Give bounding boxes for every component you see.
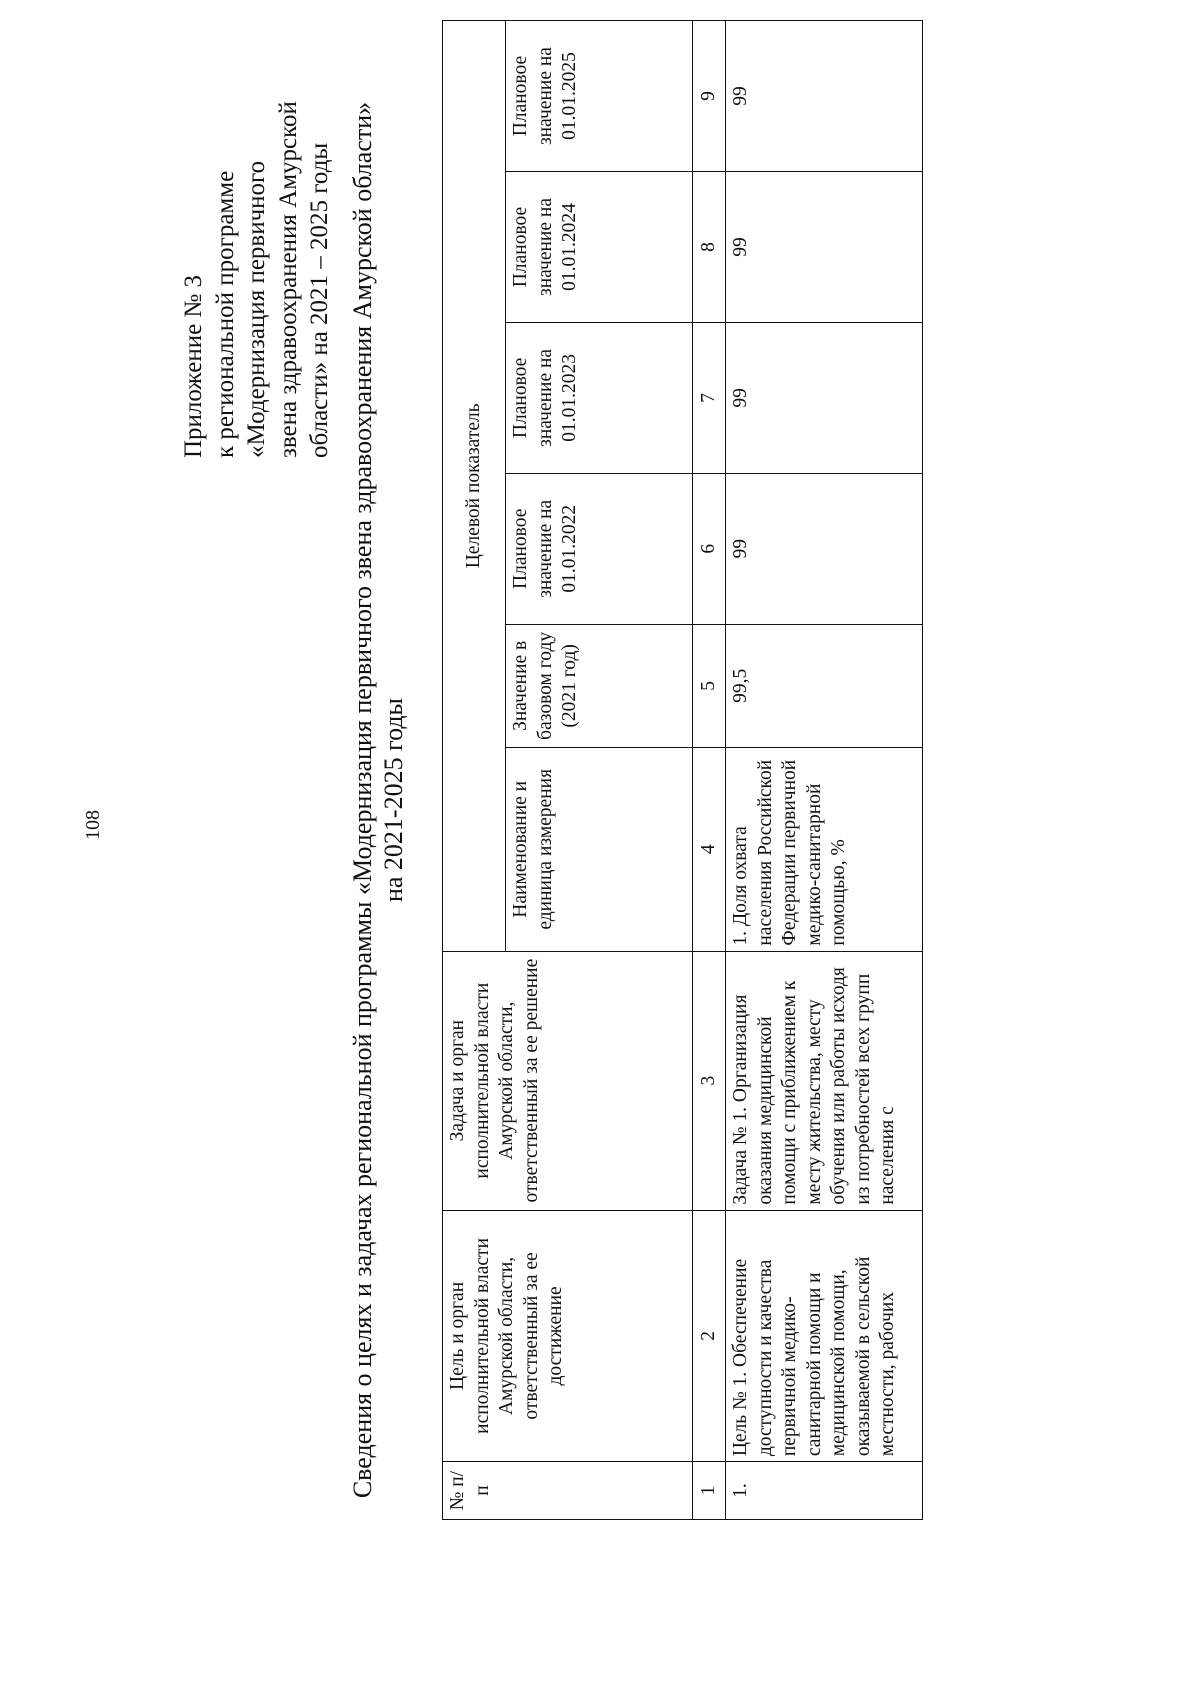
column-number: 2 xyxy=(693,1210,726,1461)
row-base-value: 99,5 xyxy=(726,624,923,747)
row-plan-2022: 99 xyxy=(726,473,923,624)
row-indicator: 1. Доля охвата населения Российской Федерации первичной медико-санитарной помощью, % xyxy=(726,747,923,951)
header-base-value: Значение в базовом году (2021 год) xyxy=(506,624,693,747)
appendix-line: области» на 2021 – 2025 годы xyxy=(306,142,333,458)
row-goal: Цель № 1. Обеспечение доступности и качества первичной медико-санитарной помощи и медицинской помощи, оказываемой в сельской местности, рабочих xyxy=(726,1210,923,1461)
header-plan-2022: Плановое значение на 01.01.2022 xyxy=(506,473,693,624)
column-number-row xyxy=(693,21,726,1520)
header-num: № п/п xyxy=(443,1462,693,1520)
column-number: 1 xyxy=(693,1462,726,1520)
row-plan-2024: 99 xyxy=(726,172,923,323)
header-row-group xyxy=(443,21,506,1520)
header-indicator-name: Наименование и единица измерения xyxy=(506,747,693,951)
appendix-line: «Модернизация первичного xyxy=(243,160,270,458)
appendix-block xyxy=(178,0,336,458)
column-number: 3 xyxy=(693,951,726,1210)
row-plan-2023: 99 xyxy=(726,322,923,473)
header-task: Задача и орган исполнительной власти Амурской области, ответственный за ее решение xyxy=(443,951,693,1210)
column-number: 4 xyxy=(693,747,726,951)
rotated-page xyxy=(10,10,1190,1690)
header-plan-2024: Плановое значение на 01.01.2024 xyxy=(506,172,693,323)
row-plan-2025: 99 xyxy=(726,21,923,172)
table-row xyxy=(726,21,923,1520)
header-plan-2023: Плановое значение на 01.01.2023 xyxy=(506,322,693,473)
column-number: 6 xyxy=(693,473,726,624)
header-goal: Цель и орган исполнительной власти Амурской области, ответственный за ее достижение xyxy=(443,1210,693,1461)
appendix-line: к региональной программе xyxy=(211,170,239,458)
page-number: 108 xyxy=(82,810,104,840)
header-plan-2025: Плановое значение на 01.01.2025 xyxy=(506,21,693,172)
document-title: Сведения о целях и задачах региональной программы «Модернизация первичного звена здравоохранения Амурской области» на 2021-2025 годы xyxy=(348,101,408,1499)
column-number: 5 xyxy=(693,624,726,747)
appendix-line: звена здравоохранения Амурской xyxy=(274,101,302,458)
row-number: 1. xyxy=(726,1462,923,1520)
row-task: Задача № 1. Организация оказания медицинской помощи с приближением к месту жительства, месту обучения или работы исходя из потребностей всех групп населения с xyxy=(726,951,923,1210)
column-number: 7 xyxy=(693,322,726,473)
goals-table xyxy=(442,20,923,1520)
column-number: 8 xyxy=(693,172,726,323)
appendix-line: Приложение № 3 xyxy=(180,274,207,458)
header-target-indicator: Целевой показатель xyxy=(443,21,506,952)
column-number: 9 xyxy=(693,21,726,172)
